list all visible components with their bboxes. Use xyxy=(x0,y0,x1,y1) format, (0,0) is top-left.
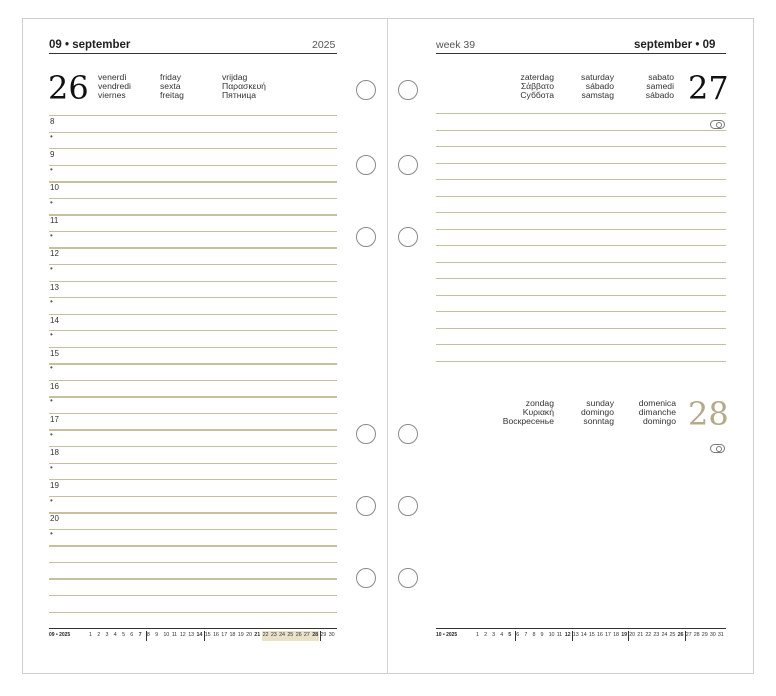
ruled-line xyxy=(49,496,337,497)
sun-names-col-3 xyxy=(620,399,676,427)
mini-calendar-rule xyxy=(436,628,726,629)
day-name: sunday xyxy=(586,398,614,408)
ruled-line xyxy=(49,479,337,480)
mini-calendar-day: 6 xyxy=(516,632,520,638)
day-number-27: 27 xyxy=(688,69,729,107)
moon-phase-icon xyxy=(710,444,725,453)
day-name: vrijdag xyxy=(222,72,248,82)
day-name: samedi xyxy=(646,81,674,92)
ruled-line xyxy=(436,130,726,131)
day-name: Κυριακή xyxy=(522,407,554,418)
binder-hole-left xyxy=(356,155,376,175)
mini-calendar-day: 29 xyxy=(320,632,327,638)
mini-calendar-day: 16 xyxy=(597,632,603,638)
ruled-line xyxy=(49,380,337,381)
hour-label: 15 xyxy=(50,348,59,358)
ruled-line xyxy=(49,165,337,166)
day-name: zondag xyxy=(525,398,554,408)
half-hour-dot: • xyxy=(50,495,53,505)
mini-calendar-day: 28 xyxy=(693,632,700,638)
half-hour-dot: • xyxy=(50,396,53,406)
mini-calendar-day: 11 xyxy=(556,632,562,638)
ruled-line xyxy=(436,361,726,362)
mini-calendar-day: 21 xyxy=(637,632,644,638)
hour-label: 8 xyxy=(50,117,55,126)
ruled-line xyxy=(49,595,337,596)
ruled-line xyxy=(49,214,337,215)
ruled-line xyxy=(436,344,726,345)
mini-calendar-day: 27 xyxy=(303,632,310,638)
mini-calendar-day: 22 xyxy=(645,632,652,638)
day-name: venerdì xyxy=(98,72,127,82)
mini-calendar-day: 3 xyxy=(492,632,495,638)
ruled-line xyxy=(49,545,337,546)
mini-calendar-month: 10 • 2025 xyxy=(436,632,458,638)
mini-calendar-day: 26 xyxy=(677,632,684,638)
ruled-line xyxy=(436,146,726,147)
day-name: Σάββατο xyxy=(520,81,554,92)
day-name: samstag xyxy=(581,90,614,101)
ruled-line xyxy=(436,229,726,230)
hour-label: 12 xyxy=(50,249,59,259)
mini-calendar-day: 8 xyxy=(146,632,150,638)
day-name: zaterdag xyxy=(520,72,554,82)
mini-calendar-day: 9 xyxy=(155,632,158,638)
half-hour-dot: • xyxy=(50,197,53,207)
ruled-line xyxy=(49,363,337,364)
ruled-line xyxy=(49,148,337,149)
day-name: domenica xyxy=(638,398,676,408)
mini-calendar-day: 5 xyxy=(508,632,512,638)
day-name: saturday xyxy=(581,72,614,82)
mini-calendar-day: 13 xyxy=(188,632,194,638)
mini-calendar-day: 4 xyxy=(500,632,504,638)
mini-calendar-day: 30 xyxy=(709,632,716,638)
mini-calendar-day: 7 xyxy=(524,632,528,638)
sat-names-col-3 xyxy=(620,73,674,101)
ruled-line xyxy=(49,330,337,331)
mini-calendar-day: 10 xyxy=(548,632,555,638)
ruled-line xyxy=(436,295,726,296)
mini-calendar-day: 23 xyxy=(270,632,277,638)
hour-label: 20 xyxy=(50,514,59,524)
mini-calendar-day: 18 xyxy=(613,632,619,638)
ruled-line xyxy=(436,163,726,164)
ruled-line xyxy=(49,181,337,182)
mini-calendar-rule xyxy=(49,628,337,629)
mini-calendar-day: 24 xyxy=(279,632,285,638)
mini-calendar-day: 19 xyxy=(237,632,244,638)
mini-calendar-day: 29 xyxy=(701,632,708,638)
ruled-line xyxy=(436,179,726,180)
sat-names-col-2 xyxy=(558,73,614,101)
mini-calendar-day: 9 xyxy=(540,632,544,638)
mini-calendar-day: 2 xyxy=(97,632,101,638)
day-name: sábado xyxy=(645,90,674,101)
day-number-26: 26 xyxy=(48,69,89,107)
day-name: sábado xyxy=(585,81,614,92)
ruled-line xyxy=(49,612,337,613)
half-hour-dot: • xyxy=(50,330,53,340)
half-hour-dot: • xyxy=(50,363,53,373)
mini-calendar-day: 8 xyxy=(532,632,536,638)
mini-calendar-day: 10 xyxy=(163,632,170,638)
mini-calendar-day: 13 xyxy=(572,632,579,638)
ruled-line xyxy=(436,245,726,246)
mini-calendar-day: 27 xyxy=(685,632,692,638)
hour-label: 14 xyxy=(50,315,59,325)
ruled-line xyxy=(49,413,337,414)
ruled-line xyxy=(436,113,726,114)
mini-calendar-day: 31 xyxy=(717,632,724,638)
right-header-rule xyxy=(436,53,726,54)
binder-hole-right xyxy=(398,80,418,100)
binder-hole-right xyxy=(398,568,418,588)
ruled-line xyxy=(49,247,337,248)
hour-label: 10 xyxy=(50,183,59,193)
day-name: Суббота xyxy=(520,90,554,101)
hour-label: 18 xyxy=(50,448,59,457)
day-name: Παρασκευή xyxy=(222,81,266,92)
day-name: sexta xyxy=(160,81,181,92)
hour-label: 16 xyxy=(50,381,59,391)
sun-names-col-2 xyxy=(558,399,614,427)
mini-calendar-day: 26 xyxy=(295,632,302,638)
sun-names-col-1 xyxy=(496,399,554,427)
ruled-line xyxy=(436,278,726,279)
ruled-line xyxy=(49,463,337,464)
day-name: sabato xyxy=(648,72,674,82)
ruled-line xyxy=(49,281,337,282)
mini-calendar-day: 5 xyxy=(122,632,125,638)
binder-hole-left xyxy=(356,424,376,444)
left-header-rule xyxy=(49,53,337,54)
moon-phase-icon xyxy=(710,120,725,129)
right-header-week: week 39 xyxy=(436,39,476,51)
sat-names-col-1 xyxy=(498,73,554,101)
mini-calendar-day: 1 xyxy=(476,632,479,638)
ruled-line xyxy=(49,264,337,265)
half-hour-dot: • xyxy=(50,264,53,273)
mini-calendar-day: 1 xyxy=(89,632,92,638)
day-name: Пятница xyxy=(222,90,257,101)
mini-calendar-day: 22 xyxy=(262,632,269,638)
ruled-line xyxy=(49,347,337,348)
day-names-col-2 xyxy=(160,73,184,101)
half-hour-dot: • xyxy=(50,528,53,538)
binder-hole-right xyxy=(398,227,418,247)
day-name: vendredi xyxy=(98,81,131,92)
day-name: domingo xyxy=(643,416,676,427)
half-hour-dot: • xyxy=(50,297,53,307)
half-hour-dot: • xyxy=(50,164,53,174)
ruled-line xyxy=(49,429,337,430)
hour-label: 17 xyxy=(50,414,59,424)
day-name: domingo xyxy=(581,407,614,418)
mini-calendar-day: 23 xyxy=(653,632,660,638)
mini-calendar-month: 09 • 2025 xyxy=(49,632,71,638)
mini-calendar-day: 15 xyxy=(204,632,211,638)
mini-calendar-day: 30 xyxy=(328,632,335,638)
mini-calendar-day: 12 xyxy=(564,632,571,638)
mini-calendar-day: 6 xyxy=(130,632,134,638)
ruled-line xyxy=(49,297,337,298)
half-hour-dot: • xyxy=(50,131,53,141)
ruled-line xyxy=(49,396,337,397)
mini-calendar-day: 20 xyxy=(246,632,252,638)
hour-label: 11 xyxy=(50,216,59,226)
day-names-col-1 xyxy=(98,73,131,101)
hour-label: 13 xyxy=(50,282,59,292)
day-name: freitag xyxy=(160,90,184,101)
mini-calendar-day: 17 xyxy=(221,632,228,638)
binder-hole-right xyxy=(398,155,418,175)
binder-hole-left xyxy=(356,496,376,516)
day-name: friday xyxy=(160,72,182,82)
ruled-line xyxy=(436,262,726,263)
day-name: dimanche xyxy=(638,407,676,418)
left-page xyxy=(22,18,387,674)
hour-label: 19 xyxy=(50,481,59,491)
ruled-line xyxy=(49,198,337,199)
mini-calendar-day: 17 xyxy=(605,632,611,638)
ruled-line xyxy=(49,562,337,563)
mini-calendar-day: 20 xyxy=(629,632,635,638)
binder-hole-left xyxy=(356,80,376,100)
ruled-line xyxy=(49,115,337,116)
mini-calendar-day: 12 xyxy=(179,632,186,638)
ruled-line xyxy=(436,196,726,197)
day-names-col-3 xyxy=(222,73,266,101)
day-name: sonntag xyxy=(583,416,614,427)
day-name: viernes xyxy=(98,90,126,101)
mini-calendar-day: 15 xyxy=(588,632,595,638)
left-header-month: 09 • september xyxy=(49,39,131,51)
mini-calendar-day: 3 xyxy=(105,632,109,638)
mini-calendar-day: 24 xyxy=(661,632,668,638)
day-number-28: 28 xyxy=(688,395,729,433)
half-hour-dot: • xyxy=(50,462,53,472)
ruled-line xyxy=(436,212,726,213)
right-page xyxy=(388,18,754,674)
mini-calendar-day: 14 xyxy=(196,632,203,638)
mini-calendar-day: 14 xyxy=(580,632,587,638)
binder-hole-left xyxy=(356,227,376,247)
mini-calendar-day: 2 xyxy=(484,632,487,638)
day-name: Воскресенье xyxy=(502,416,554,427)
hour-label: 9 xyxy=(50,150,55,160)
ruled-line xyxy=(49,578,337,579)
mini-calendar-day: 25 xyxy=(669,632,676,638)
ruled-line xyxy=(49,512,337,513)
half-hour-dot: • xyxy=(50,429,53,439)
ruled-line xyxy=(49,446,337,447)
mini-calendar-day: 11 xyxy=(171,632,178,638)
mini-calendar-day: 19 xyxy=(621,632,627,638)
left-header-year: 2025 xyxy=(312,39,336,51)
mini-calendar-day: 28 xyxy=(312,632,318,638)
ruled-line xyxy=(49,231,337,232)
mini-calendar-day: 4 xyxy=(113,632,117,638)
mini-calendar-day: 25 xyxy=(287,632,294,638)
mini-calendar-day: 21 xyxy=(254,632,261,638)
mini-calendar-day: 16 xyxy=(213,632,219,638)
mini-calendar-day: 7 xyxy=(138,632,142,638)
binder-hole-right xyxy=(398,496,418,516)
right-header-month: september • 09 xyxy=(634,39,716,51)
ruled-line xyxy=(49,132,337,133)
ruled-line xyxy=(49,529,337,530)
half-hour-dot: • xyxy=(50,230,53,240)
mini-calendar-day: 18 xyxy=(229,632,236,638)
binder-hole-left xyxy=(356,568,376,588)
ruled-line xyxy=(49,314,337,315)
ruled-line xyxy=(436,311,726,312)
ruled-line xyxy=(436,328,726,329)
binder-hole-right xyxy=(398,424,418,444)
